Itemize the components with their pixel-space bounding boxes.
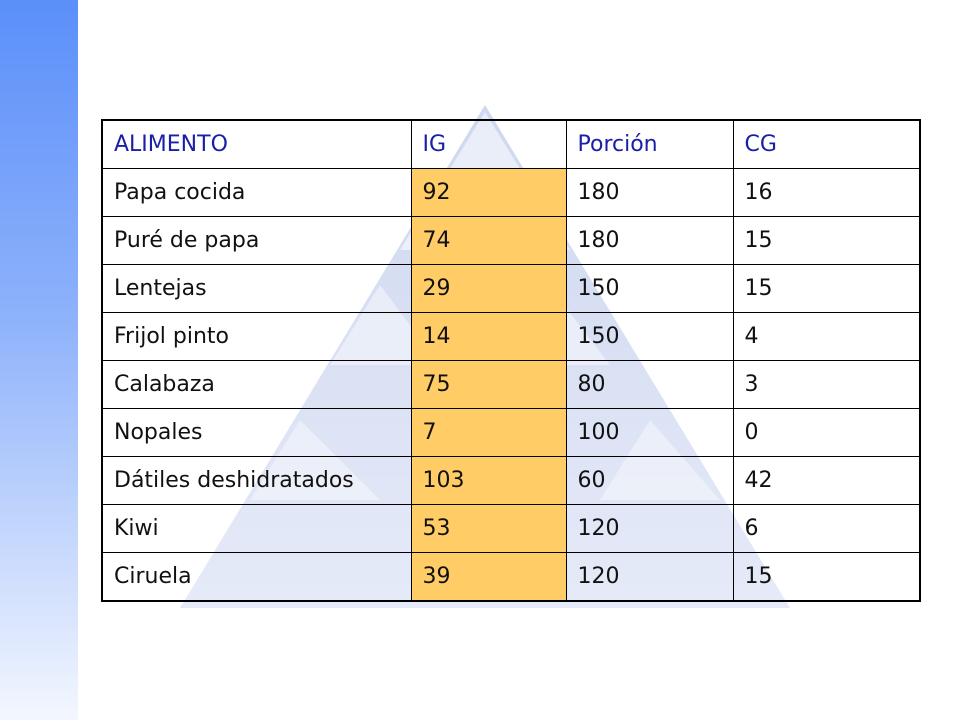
cg-cell: 15 <box>733 265 920 313</box>
cg-cell: 15 <box>733 553 920 602</box>
ig-cell: 7 <box>411 409 566 457</box>
portion-cell: 150 <box>566 313 733 361</box>
ig-cell: 74 <box>411 217 566 265</box>
table-row <box>102 409 920 457</box>
portion-cell: 180 <box>566 169 733 217</box>
cg-cell: 4 <box>733 313 920 361</box>
ig-cell: 29 <box>411 265 566 313</box>
ig-cell: 39 <box>411 553 566 602</box>
food-name-cell: Ciruela <box>102 553 411 602</box>
portion-cell: 60 <box>566 457 733 505</box>
table-row <box>102 313 920 361</box>
portion-cell: 150 <box>566 265 733 313</box>
food-name-cell: Papa cocida <box>102 169 411 217</box>
food-name-cell: Kiwi <box>102 505 411 553</box>
ig-cell: 53 <box>411 505 566 553</box>
food-name-cell: Nopales <box>102 409 411 457</box>
cg-cell: 42 <box>733 457 920 505</box>
food-name-cell: Calabaza <box>102 361 411 409</box>
cg-cell: 0 <box>733 409 920 457</box>
table-row <box>102 169 920 217</box>
food-name-cell: Frijol pinto <box>102 313 411 361</box>
portion-cell: 180 <box>566 217 733 265</box>
cg-cell: 16 <box>733 169 920 217</box>
portion-cell: 80 <box>566 361 733 409</box>
table-row <box>102 553 920 602</box>
header-porcion: Porción <box>566 120 733 169</box>
table-row <box>102 505 920 553</box>
food-name-cell: Lentejas <box>102 265 411 313</box>
cg-cell: 6 <box>733 505 920 553</box>
cg-cell: 3 <box>733 361 920 409</box>
table-row <box>102 457 920 505</box>
table-row <box>102 217 920 265</box>
portion-cell: 120 <box>566 553 733 602</box>
portion-cell: 100 <box>566 409 733 457</box>
header-ig: IG <box>411 120 566 169</box>
table-row <box>102 265 920 313</box>
cg-cell: 15 <box>733 217 920 265</box>
food-name-cell: Puré de papa <box>102 217 411 265</box>
header-cg: CG <box>733 120 920 169</box>
food-glycemic-table <box>101 119 921 602</box>
portion-cell: 120 <box>566 505 733 553</box>
ig-cell: 75 <box>411 361 566 409</box>
ig-cell: 14 <box>411 313 566 361</box>
food-name-cell: Dátiles deshidratados <box>102 457 411 505</box>
ig-cell: 92 <box>411 169 566 217</box>
table-header-row <box>102 120 920 169</box>
ig-cell: 103 <box>411 457 566 505</box>
table-row <box>102 361 920 409</box>
header-alimento: ALIMENTO <box>102 120 411 169</box>
